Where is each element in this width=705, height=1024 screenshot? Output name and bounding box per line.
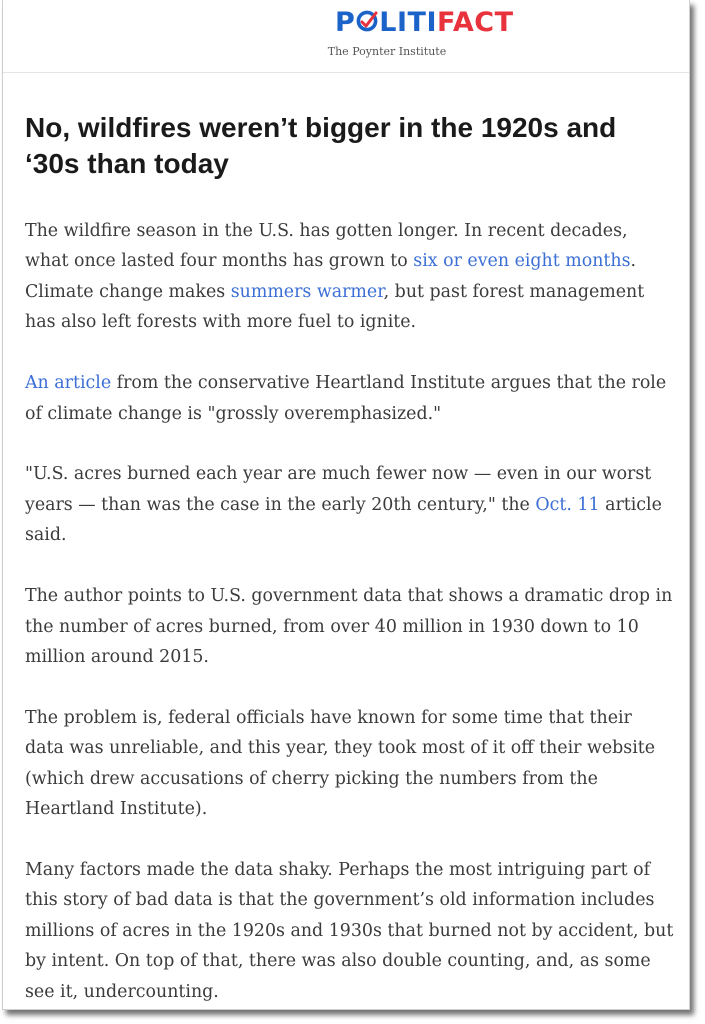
tagline: The Poynter Institute	[327, 45, 447, 58]
logo-text-fact: FACT	[437, 7, 514, 38]
site-header	[3, 0, 689, 73]
link-summers-warmer[interactable]: summers warmer	[230, 281, 384, 302]
paragraph-3	[25, 459, 675, 550]
paragraph-3-text-1: "U.S. acres burned each year are much fewer now — even in our worst years — than was the case in the early 20th century," the	[25, 464, 652, 515]
paragraph-5: The problem is, federal officials have known for some time that their data was unreliable, and this year, they took most of it off their website (which drew accusations of cherry picking the numbers from the Heartland Institute).	[25, 707, 656, 820]
paragraph-2-text-1: from the conservative Heartland Institute argues that the role of climate change is "grossly overemphasized."	[25, 373, 667, 424]
logo-text-p: P	[335, 7, 356, 38]
paragraph-6: Many factors made the data shaky. Perhaps the most intriguing part of this story of bad data is that the government’s old information includes millions of acres in the 1920s and 1930s that burned not by accident, but by intent. On top of that, there was also double counting, and, as some see it, undercounting.	[25, 860, 674, 1002]
article-headline: No, wildfires weren’t bigger in the 1920s and ‘30s than today	[25, 112, 617, 179]
paragraph-1	[25, 216, 675, 338]
paragraph-3-text-2: article said.	[25, 494, 662, 546]
paragraph-1-text-3: , but past forest management has also left forests with more fuel to ignite.	[25, 281, 645, 333]
paragraph-2	[25, 368, 675, 429]
article-body	[25, 216, 675, 1010]
page-frame	[2, 0, 690, 1010]
logo-text-liti: LITI	[379, 7, 438, 38]
paragraph-1-text-1: The wildfire season in the U.S. has gotten longer. In recent decades, what once lasted four months has grown to	[25, 221, 628, 272]
link-oct-11[interactable]: Oct. 11	[535, 494, 600, 515]
link-six-or-eight-months[interactable]: six or even eight months	[413, 251, 631, 272]
link-an-article[interactable]: An article	[25, 373, 112, 394]
paragraph-4: The author points to U.S. government data that shows a dramatic drop in the number of acres burned, from over 40 million in 1930 down to 10 million around 2015.	[25, 586, 673, 667]
politifact-logo[interactable]	[335, 6, 514, 40]
check-o-icon	[356, 10, 378, 32]
paragraph-1-text-2: . Climate change makes	[25, 251, 637, 302]
